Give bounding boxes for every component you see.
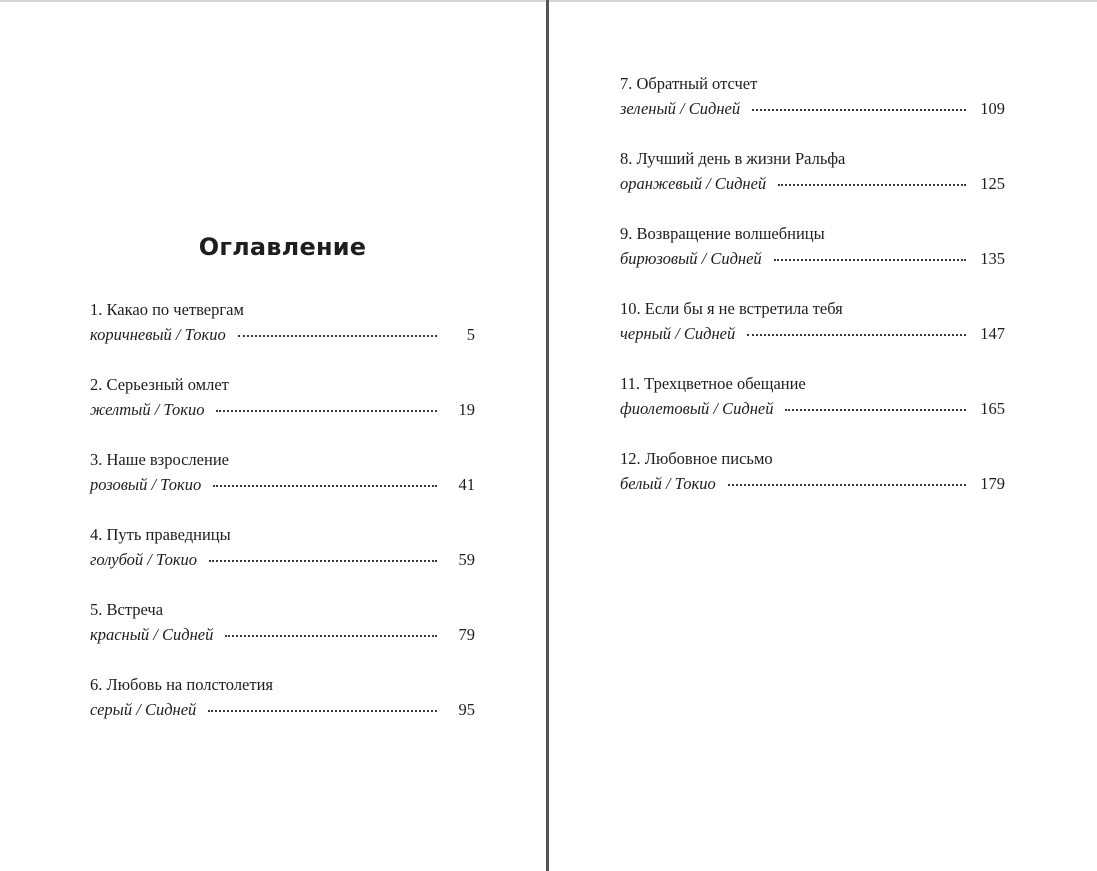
- toc-entry[interactable]: [90, 675, 475, 750]
- toc-entry[interactable]: [90, 300, 475, 375]
- chapter-color-city: бирюзовый / Сидней: [620, 249, 762, 268]
- chapter-title: 3. Наше взросление: [90, 450, 229, 469]
- dot-leader: [225, 635, 437, 637]
- dot-leader: [209, 560, 437, 562]
- toc-entry[interactable]: [620, 74, 1005, 149]
- chapter-info-row: [620, 324, 1005, 344]
- toc-entry[interactable]: [90, 375, 475, 450]
- toc-heading: Оглавление: [198, 233, 367, 261]
- chapter-color-city: черный / Сидней: [620, 324, 736, 343]
- chapter-title: 4. Путь праведницы: [90, 525, 231, 544]
- toc-entry[interactable]: [90, 600, 475, 675]
- toc-left-column: [90, 300, 475, 750]
- chapter-info-row: [90, 550, 475, 570]
- dot-leader: [208, 710, 437, 712]
- page-number: 135: [980, 249, 1005, 268]
- chapter-color-city: красный / Сидней: [90, 625, 214, 644]
- dot-leader: [774, 259, 967, 261]
- chapter-color-city: зеленый / Сидней: [620, 99, 741, 118]
- chapter-title: 5. Встреча: [90, 600, 164, 619]
- toc-right-column: [620, 74, 1005, 524]
- chapter-info-row: [620, 249, 1005, 269]
- toc-entry[interactable]: [90, 450, 475, 525]
- toc-entry[interactable]: [620, 149, 1005, 224]
- dot-leader: [785, 409, 966, 411]
- page-number: 5: [466, 325, 475, 344]
- chapter-info-row: [90, 325, 475, 345]
- chapter-title: 2. Серьезный омлет: [90, 375, 229, 394]
- chapter-title: 6. Любовь на полстолетия: [90, 675, 274, 694]
- chapter-color-city: фиолетовый / Сидней: [620, 399, 774, 418]
- page-number: 79: [458, 625, 475, 644]
- chapter-info-row: [90, 475, 475, 495]
- chapter-color-city: оранжевый / Сидней: [620, 174, 767, 193]
- toc-entry[interactable]: [620, 374, 1005, 449]
- toc-entry[interactable]: [620, 449, 1005, 524]
- chapter-color-city: голубой / Токио: [90, 550, 198, 569]
- dot-leader: [752, 109, 966, 111]
- toc-entry[interactable]: [620, 299, 1005, 374]
- chapter-color-city: коричневый / Токио: [90, 325, 226, 344]
- chapter-title: 1. Какао по четвергам: [90, 300, 244, 319]
- chapter-color-city: желтый / Токио: [90, 400, 205, 419]
- page-number: 59: [458, 550, 475, 569]
- page-number: 147: [980, 324, 1005, 343]
- page-number: 165: [980, 399, 1005, 418]
- chapter-title: 7. Обратный отсчет: [620, 74, 758, 93]
- dot-leader: [216, 410, 437, 412]
- chapter-color-city: розовый / Токио: [90, 475, 202, 494]
- toc-entry[interactable]: [90, 525, 475, 600]
- book-spine-divider: [546, 0, 549, 871]
- chapter-title: 10. Если бы я не встретила тебя: [620, 299, 843, 318]
- dot-leader: [747, 334, 966, 336]
- page-number: 41: [458, 475, 475, 494]
- dot-leader: [238, 335, 437, 337]
- page-number: 19: [458, 400, 475, 419]
- chapter-title: 12. Любовное письмо: [620, 449, 773, 468]
- page-number: 125: [980, 174, 1005, 193]
- chapter-info-row: [620, 474, 1005, 494]
- chapter-info-row: [620, 399, 1005, 419]
- chapter-color-city: белый / Токио: [620, 474, 716, 493]
- dot-leader: [728, 484, 967, 486]
- chapter-title: 8. Лучший день в жизни Ральфа: [620, 149, 846, 168]
- dot-leader: [213, 485, 437, 487]
- chapter-info-row: [90, 625, 475, 645]
- page-number: 109: [980, 99, 1005, 118]
- chapter-info-row: [620, 99, 1005, 119]
- chapter-color-city: серый / Сидней: [90, 700, 197, 719]
- chapter-info-row: [90, 400, 475, 420]
- chapter-title: 11. Трехцветное обещание: [620, 374, 806, 393]
- chapter-title: 9. Возвращение волшебницы: [620, 224, 825, 243]
- page-number: 95: [458, 700, 475, 719]
- chapter-info-row: [620, 174, 1005, 194]
- page-number: 179: [980, 474, 1005, 493]
- dot-leader: [778, 184, 966, 186]
- toc-entry[interactable]: [620, 224, 1005, 299]
- chapter-info-row: [90, 700, 475, 720]
